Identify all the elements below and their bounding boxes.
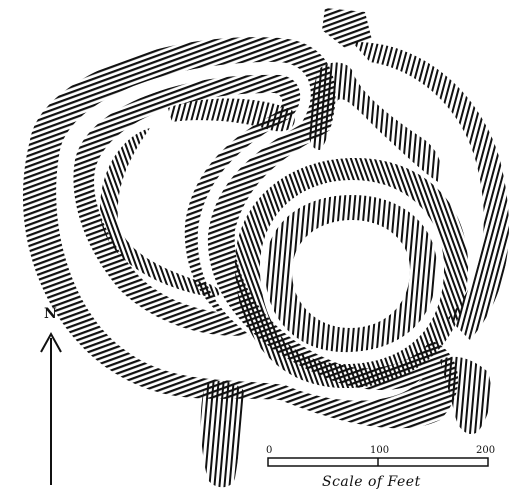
scale-tick-0: 0	[266, 445, 273, 456]
scale-title: Scale of Feet	[322, 474, 421, 490]
circular-enclosure	[235, 158, 468, 388]
entrance-arm	[308, 8, 441, 182]
scale-tick-200: 200	[476, 445, 496, 456]
scale-bar	[268, 458, 488, 466]
north-label: N	[44, 306, 57, 322]
north-arrow	[41, 334, 61, 485]
scale-tick-100: 100	[370, 445, 390, 456]
